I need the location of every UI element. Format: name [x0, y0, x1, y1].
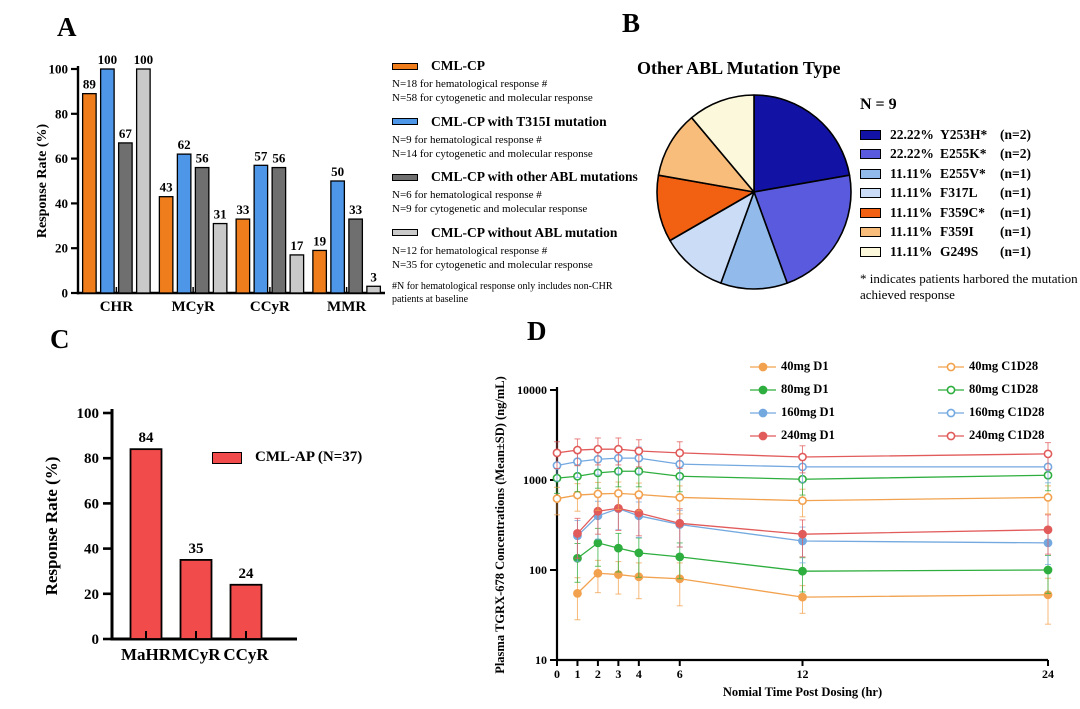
- bar-MaHR: [131, 449, 162, 639]
- y-tick-label: 40: [55, 195, 68, 211]
- x-tick-label: 3: [615, 667, 622, 681]
- legend-series-name: CML-CP with other ABL mutations: [431, 169, 638, 185]
- legend-marker: [750, 361, 776, 373]
- bar-value-label: 56: [272, 150, 286, 166]
- legend-item: [750, 401, 938, 424]
- y-axis-title: Response Rate (%): [35, 123, 50, 239]
- bar-value-label: 35: [188, 540, 204, 557]
- legend-item-row: [392, 225, 664, 241]
- legend-series-name: 160mg C1D28: [969, 405, 1045, 419]
- legend-item: [860, 184, 1080, 204]
- bar-value-label: 89: [82, 76, 96, 92]
- bar-value-label: 31: [213, 206, 227, 222]
- legend-series-name: CML-AP (N=37): [255, 449, 363, 465]
- legend-column: [938, 355, 1044, 447]
- legend-marker: [938, 407, 964, 419]
- bar-CHR-1: [101, 69, 115, 293]
- bar-value-label: 33: [349, 202, 363, 218]
- legend-slice-label: Y253H*: [940, 126, 988, 142]
- y-tick-label: 40: [84, 541, 99, 558]
- legend-slice-percent: 22.22%: [890, 126, 934, 142]
- panel-a-bar-chart: [30, 48, 398, 326]
- legend-slice-label: E255K*: [940, 146, 987, 162]
- legend-note: N=58 for cytogenetic and molecular response: [392, 92, 593, 105]
- bar-value-label: 62: [177, 137, 191, 153]
- legend-item: [392, 169, 664, 217]
- legend-item: [860, 125, 1080, 145]
- data-point: [635, 549, 642, 556]
- legend-marker: [750, 430, 776, 442]
- data-point: [799, 497, 806, 504]
- series-line: [577, 573, 1048, 597]
- y-tick-label: 1000: [523, 473, 547, 487]
- data-point: [1044, 494, 1051, 501]
- x-tick-label: 1: [574, 667, 581, 681]
- panel-b-n-label: N = 9: [860, 96, 897, 113]
- legend-slice-n: (n=2): [1000, 126, 1031, 142]
- legend-series-name: 40mg C1D28: [969, 359, 1039, 373]
- x-tick-label: 24: [1042, 667, 1054, 681]
- x-tick-label: 12: [796, 667, 809, 681]
- y-tick-label: 100: [48, 61, 68, 77]
- legend-swatch: [860, 130, 881, 140]
- legend-slice-label: E255V*: [940, 165, 986, 181]
- panel-b-title: Other ABL Mutation Type: [637, 58, 841, 78]
- data-point: [1044, 566, 1051, 573]
- panel-c-bar-chart: [35, 388, 375, 703]
- panel-b-label: B: [622, 8, 641, 38]
- bar-CCyR: [231, 585, 262, 639]
- legend-marker-dot: [759, 363, 766, 370]
- legend-note: N=12 for hematological response #: [392, 244, 548, 257]
- legend-note: N=9 for cytogenetic and molecular response: [392, 203, 588, 216]
- y-tick-label: 10000: [517, 383, 547, 397]
- legend-marker: [938, 430, 964, 442]
- data-point: [676, 494, 683, 501]
- bar-CCyR-2: [272, 168, 286, 293]
- legend-item-row: [392, 114, 664, 130]
- legend-series-name: CML-CP without ABL mutation: [431, 224, 618, 240]
- legend-item: [938, 401, 1044, 424]
- legend-series-name: CML-CP with T315I mutation: [431, 113, 607, 129]
- legend-swatch: [860, 227, 881, 237]
- legend-swatch: [392, 63, 418, 70]
- bar-CHR-2: [119, 143, 133, 293]
- legend-series-name: 80mg D1: [781, 382, 829, 396]
- bar-value-label: 50: [331, 164, 345, 179]
- y-tick-label: 80: [84, 451, 99, 468]
- legend-item: [860, 164, 1080, 184]
- legend-slice-percent: 22.22%: [890, 146, 934, 162]
- legend-slice-n: (n=1): [1000, 224, 1031, 240]
- data-point: [594, 490, 601, 497]
- panel-d-legend: [750, 355, 1044, 447]
- data-point: [574, 530, 581, 537]
- legend-marker-dot: [947, 386, 954, 393]
- bar-MMR-3: [367, 286, 381, 293]
- panel-b-legend-footnote: * indicates patients harbored the mutation achieved response: [860, 270, 1078, 303]
- series-line: [577, 509, 1048, 543]
- x-category-label: MCyR: [171, 299, 215, 315]
- bar-CCyR-3: [290, 255, 304, 293]
- legend-slice-percent: 11.11%: [890, 204, 933, 220]
- y-tick-label: 20: [55, 240, 68, 256]
- legend-swatch: [392, 174, 418, 181]
- legend-item: [860, 223, 1080, 243]
- legend-item: [860, 203, 1080, 223]
- legend-note: N=35 for cytogenetic and molecular response: [392, 259, 593, 272]
- bar-MCyR: [181, 560, 212, 639]
- data-point: [594, 539, 601, 546]
- legend-marker: [938, 361, 964, 373]
- x-tick-label: 6: [676, 667, 683, 681]
- bar-value-label: 33: [236, 202, 250, 218]
- data-point: [676, 520, 683, 527]
- legend-swatch: [860, 149, 881, 159]
- bar-value-label: 17: [290, 237, 304, 253]
- y-tick-label: 100: [76, 406, 99, 422]
- bar-CCyR-1: [254, 165, 268, 293]
- data-point: [574, 590, 581, 597]
- legend-note: N=14 for cytogenetic and molecular response: [392, 147, 593, 160]
- legend-note: N=18 for hematological response #: [392, 78, 548, 90]
- panel-b-legend: [860, 96, 1080, 304]
- bar-CHR-3: [137, 69, 151, 293]
- series-line: [577, 508, 1048, 534]
- legend-marker-dot: [759, 432, 766, 439]
- legend-item-row: [392, 169, 664, 185]
- bar-value-label: 100: [97, 52, 118, 67]
- data-point: [799, 568, 806, 575]
- bar-CCyR-0: [236, 219, 250, 293]
- legend-slice-percent: 11.11%: [890, 224, 933, 240]
- legend-series-name: CML-CP: [431, 58, 485, 73]
- bar-MCyR-1: [177, 154, 191, 293]
- data-point: [574, 491, 581, 498]
- legend-item-row: [392, 58, 664, 74]
- data-point: [615, 545, 622, 552]
- legend-slice-percent: 11.11%: [890, 243, 933, 259]
- panel-a-legend-footnote: #N for hematological response only includes non-CHR patients at baseline: [392, 281, 613, 306]
- panel-b-legend-items: [860, 125, 1080, 262]
- series-line: [577, 543, 1048, 571]
- bar-MCyR-3: [213, 224, 227, 293]
- legend-series-name: 160mg D1: [781, 405, 835, 419]
- legend-swatch: [212, 452, 242, 464]
- data-point: [594, 446, 601, 453]
- panel-a-legend-items: [392, 58, 664, 272]
- legend-slice-n: (n=1): [1000, 204, 1031, 220]
- data-point: [1044, 526, 1051, 533]
- y-tick-label: 80: [55, 106, 68, 122]
- y-axis-title: Plasma TGRX-678 Concentrations (Mean±SD) (ng/mL): [493, 376, 507, 674]
- y-tick-label: 60: [55, 151, 68, 167]
- legend-slice-percent: 11.11%: [890, 185, 933, 201]
- bar-CHR-0: [83, 94, 97, 293]
- legend-swatch: [392, 118, 418, 125]
- y-axis-title: Response Rate (%): [42, 456, 61, 596]
- legend-swatch: [392, 229, 418, 236]
- legend-slice-n: (n=1): [1000, 243, 1031, 259]
- data-point: [615, 446, 622, 453]
- x-tick-label: 0: [554, 667, 560, 681]
- legend-swatch: [860, 247, 881, 257]
- panel-a-label: A: [57, 12, 77, 42]
- legend-slice-label: F317L: [940, 185, 978, 201]
- x-category-label: CCyR: [223, 645, 269, 664]
- legend-swatch: [860, 208, 881, 218]
- legend-slice-percent: 11.11%: [890, 165, 933, 181]
- x-tick-label: 2: [594, 667, 601, 681]
- legend-swatch: [860, 169, 881, 179]
- legend-item: [938, 355, 1044, 378]
- legend-swatch: [860, 188, 881, 198]
- y-tick-label: 60: [84, 496, 99, 513]
- legend-series-name: 240mg D1: [781, 428, 835, 442]
- y-tick-label: 20: [84, 586, 99, 603]
- bar-value-label: 24: [238, 565, 254, 582]
- legend-note: N=9 for hematological response #: [392, 133, 542, 146]
- bar-value-label: 43: [159, 179, 173, 195]
- legend-note: N=6 for hematological response #: [392, 189, 542, 202]
- legend-item: [860, 145, 1080, 165]
- legend-marker-dot: [759, 386, 766, 393]
- legend-slice-n: (n=1): [1000, 185, 1031, 201]
- bar-value-label: 67: [118, 125, 132, 141]
- data-point: [799, 593, 806, 600]
- legend-marker-dot: [759, 409, 766, 416]
- legend-item: [860, 242, 1080, 262]
- y-tick-label: 10: [535, 653, 547, 667]
- bar-value-label: 19: [313, 233, 327, 249]
- legend-marker: [750, 384, 776, 396]
- legend-item: [938, 424, 1044, 447]
- x-axis-title: Nomial Time Post Dosing (hr): [722, 685, 883, 699]
- data-point: [799, 531, 806, 538]
- data-point: [615, 490, 622, 497]
- legend-marker-dot: [947, 432, 954, 439]
- data-point: [594, 570, 601, 577]
- x-category-label: CHR: [99, 299, 134, 315]
- panel-a-legend: [392, 58, 664, 306]
- legend-slice-label: G249S: [940, 243, 979, 259]
- legend-marker: [750, 407, 776, 419]
- legend-item: [750, 355, 938, 378]
- legend-series-name: 240mg C1D28: [969, 428, 1045, 442]
- x-category-label: MaHR: [120, 645, 172, 664]
- data-point: [553, 449, 560, 456]
- legend-slice-label: F359I: [940, 224, 974, 240]
- x-category-label: MCyR: [171, 645, 221, 664]
- series-80mg-D1: [574, 528, 1052, 593]
- legend-marker: [938, 384, 964, 396]
- data-point: [676, 553, 683, 560]
- panel-b-pie-chart: [648, 86, 860, 298]
- x-category-label: MMR: [327, 299, 367, 315]
- bar-MMR-0: [313, 250, 327, 293]
- bar-value-label: 84: [138, 430, 154, 447]
- legend-item: [392, 225, 664, 273]
- legend-item: [938, 378, 1044, 401]
- bar-value-label: 3: [370, 269, 377, 285]
- legend-slice-n: (n=1): [1000, 165, 1031, 181]
- legend-column: [750, 355, 938, 447]
- x-tick-label: 4: [635, 667, 642, 681]
- data-point: [553, 495, 560, 502]
- bar-MCyR-2: [195, 168, 209, 293]
- y-tick-label: 0: [91, 632, 99, 648]
- data-point: [635, 447, 642, 454]
- y-tick-label: 0: [61, 285, 68, 301]
- x-category-label: CCyR: [249, 299, 290, 315]
- legend-slice-n: (n=2): [1000, 146, 1031, 162]
- data-point: [574, 446, 581, 453]
- legend-marker-dot: [947, 409, 954, 416]
- bar-MMR-2: [349, 219, 363, 293]
- bar-MCyR-0: [159, 197, 173, 293]
- legend-series-name: 40mg D1: [781, 359, 829, 373]
- y-tick-label: 100: [529, 563, 547, 577]
- series-240mg-D1: [574, 494, 1052, 558]
- legend-item: [392, 114, 664, 162]
- legend-item: [750, 424, 938, 447]
- legend-item: [750, 378, 938, 401]
- bar-value-label: 57: [254, 148, 268, 164]
- legend-item: [392, 58, 664, 106]
- legend-marker-dot: [947, 363, 954, 370]
- legend-slice-label: F359C*: [940, 204, 985, 220]
- data-point: [676, 449, 683, 456]
- panel-d-label: D: [527, 316, 547, 346]
- data-point: [635, 491, 642, 498]
- data-point: [799, 453, 806, 460]
- bar-value-label: 56: [195, 150, 209, 166]
- data-point: [1044, 450, 1051, 457]
- panel-c-legend: [212, 449, 362, 466]
- legend-series-name: 80mg C1D28: [969, 382, 1039, 396]
- bar-value-label: 100: [133, 52, 154, 67]
- bar-MMR-1: [331, 181, 345, 293]
- panel-c-label: C: [50, 324, 70, 354]
